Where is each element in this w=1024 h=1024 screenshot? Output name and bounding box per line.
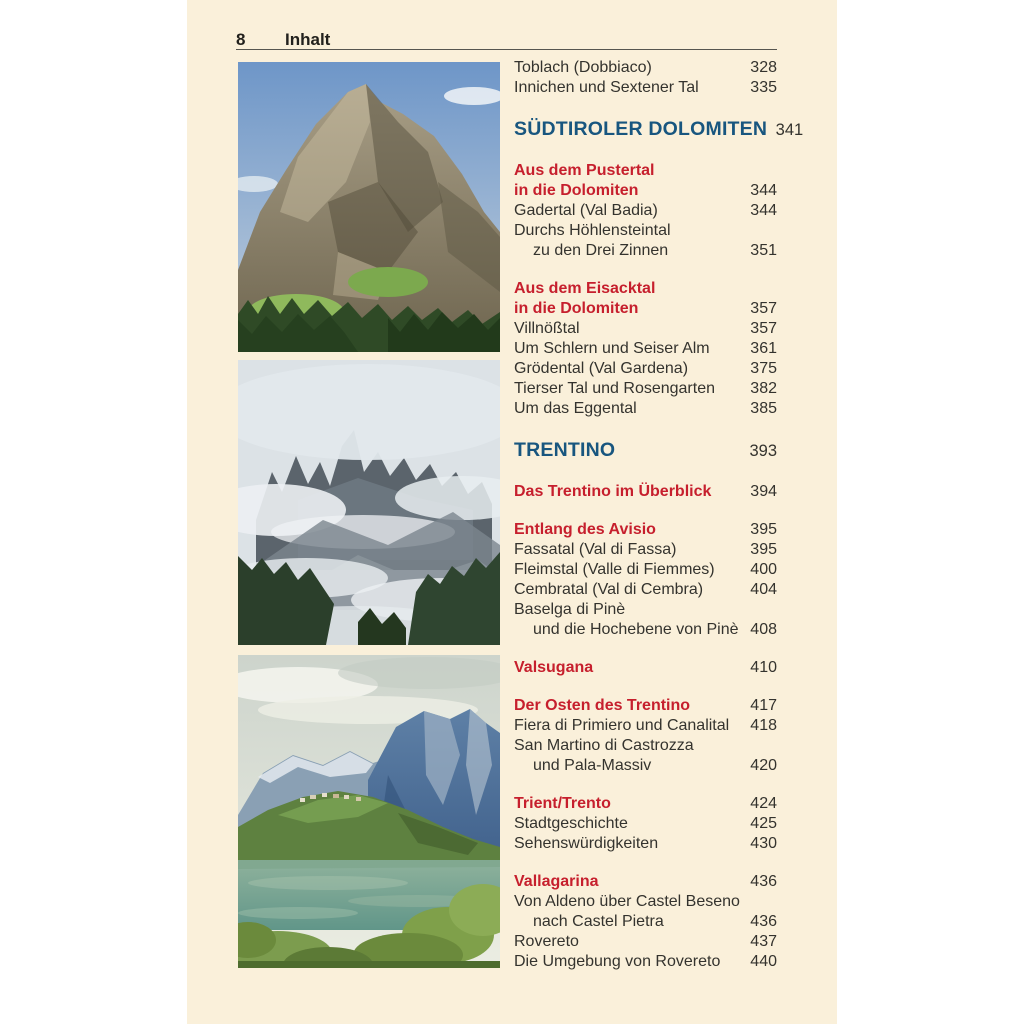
toc-row xyxy=(514,814,777,834)
toc-entry-page-number: 418 xyxy=(750,717,777,734)
toc-entry-page-number: 351 xyxy=(750,242,777,259)
toc-row xyxy=(514,912,777,932)
toc-entry-page-number: 375 xyxy=(750,360,777,377)
toc-entry-label: Villnößtal xyxy=(514,320,580,337)
toc-row xyxy=(514,437,777,464)
toc-row xyxy=(514,696,777,716)
toc-entry-page-number: 335 xyxy=(750,79,777,96)
photo-gap xyxy=(238,645,500,655)
toc-entry-page-number: 382 xyxy=(750,380,777,397)
toc-entry-label: Die Umgebung von Rovereto xyxy=(514,953,721,970)
toc-row xyxy=(514,116,804,143)
toc-entry-page-number: 394 xyxy=(750,483,777,500)
toc-entry-label: Durchs Höhlensteintal xyxy=(514,222,671,239)
toc-entry-page-number: 440 xyxy=(750,953,777,970)
toc-entry-label: Toblach (Dobbiaco) xyxy=(514,59,652,76)
toc-entry-label: Rovereto xyxy=(514,933,579,950)
toc-row xyxy=(514,872,777,892)
toc-entry-page-number: 425 xyxy=(750,815,777,832)
toc-row xyxy=(514,221,777,241)
toc-section-heading: Vallagarina xyxy=(514,873,599,890)
toc-entry-page-number: 417 xyxy=(750,697,777,714)
toc-row xyxy=(514,482,777,502)
toc-entry-page-number: 395 xyxy=(750,541,777,558)
rocky-mountain-peak-photo xyxy=(238,62,500,352)
toc-entry-page-number: 328 xyxy=(750,59,777,76)
toc-section-heading: Valsugana xyxy=(514,659,594,676)
toc-section-heading: in die Dolomiten xyxy=(514,182,639,199)
toc-section-heading: Trient/Trento xyxy=(514,795,611,812)
toc-entry-label: Cembratal (Val di Cembra) xyxy=(514,581,704,598)
toc-entry-label: Gadertal (Val Badia) xyxy=(514,202,658,219)
misty-peaks-illustration xyxy=(238,360,500,645)
toc-section-block xyxy=(514,658,777,678)
toc-entry-label: und die Hochebene von Pinè xyxy=(533,621,739,638)
toc-entry-page-number: 400 xyxy=(750,561,777,578)
toc-row xyxy=(514,319,777,339)
toc-entry-page-number: 437 xyxy=(750,933,777,950)
toc-chapter-block xyxy=(514,437,777,464)
toc-section-block xyxy=(514,161,777,261)
toc-row xyxy=(514,279,777,299)
header-page-number: 8 xyxy=(236,30,246,49)
toc-chapter-heading: TRENTINO xyxy=(514,439,616,461)
toc-row xyxy=(514,181,777,201)
book-page xyxy=(187,0,837,1024)
toc-section-heading: Das Trentino im Überblick xyxy=(514,483,712,500)
toc-row xyxy=(514,620,777,640)
toc-section-heading: Aus dem Eisacktal xyxy=(514,280,656,297)
toc-section-heading: Aus dem Pustertal xyxy=(514,162,655,179)
toc-entry-page-number: 385 xyxy=(750,400,777,417)
toc-entry-label: und Pala-Massiv xyxy=(533,757,652,774)
toc-row xyxy=(514,952,777,972)
photo-column xyxy=(238,62,500,968)
toc-entry-label: Sehenswürdigkeiten xyxy=(514,835,659,852)
toc-row xyxy=(514,658,777,678)
toc-entry-label: nach Castel Pietra xyxy=(533,913,664,930)
photo-gap xyxy=(238,352,500,360)
toc-entry-label: Stadtgeschichte xyxy=(514,815,628,832)
toc-section-block xyxy=(514,794,777,854)
toc-entry-label: Von Aldeno über Castel Beseno xyxy=(514,893,740,910)
toc-row xyxy=(514,201,777,221)
toc-entry-page-number: 436 xyxy=(750,913,777,930)
misty-dolomite-peaks-photo xyxy=(238,360,500,645)
toc-entry-page-number: 344 xyxy=(750,182,777,199)
toc-entry-page-number: 430 xyxy=(750,835,777,852)
toc-row xyxy=(514,78,777,98)
toc-section-heading: Entlang des Avisio xyxy=(514,521,656,538)
toc-section-block xyxy=(514,58,777,98)
toc-row xyxy=(514,736,777,756)
toc-section-block xyxy=(514,872,777,972)
toc-row xyxy=(514,359,777,379)
toc-row xyxy=(514,540,777,560)
toc-entry-label: San Martino di Castrozza xyxy=(514,737,694,754)
toc-entry-label: Grödental (Val Gardena) xyxy=(514,360,689,377)
toc-entry-label: Tierser Tal und Rosengarten xyxy=(514,380,715,397)
toc-entry-page-number: 408 xyxy=(750,621,777,638)
toc-section-block xyxy=(514,279,777,419)
toc-section-heading: in die Dolomiten xyxy=(514,300,639,317)
header-title: Inhalt xyxy=(285,30,331,49)
toc-row xyxy=(514,58,777,78)
toc-row xyxy=(514,932,777,952)
lake-illustration xyxy=(238,655,500,968)
toc-entry-page-number: 357 xyxy=(750,320,777,337)
toc-entry-label: Fiera di Primiero und Canalital xyxy=(514,717,730,734)
toc-row xyxy=(514,756,777,776)
toc-row xyxy=(514,161,777,181)
toc-entry-label: Innichen und Sextener Tal xyxy=(514,79,699,96)
toc-row xyxy=(514,339,777,359)
toc-entry-page-number: 361 xyxy=(750,340,777,357)
toc-row xyxy=(514,399,777,419)
toc-row xyxy=(514,299,777,319)
toc-row xyxy=(514,600,777,620)
toc-section-block xyxy=(514,520,777,640)
toc-row xyxy=(514,241,777,261)
toc-row xyxy=(514,560,777,580)
toc-row xyxy=(514,379,777,399)
mountain-peak-illustration xyxy=(238,62,500,352)
toc-chapter-heading: SÜDTIROLER DOLOMITEN xyxy=(514,118,768,140)
toc-entry-label: Fassatal (Val di Fassa) xyxy=(514,541,677,558)
toc-row xyxy=(514,794,777,814)
toc-entry-label: Um Schlern und Seiser Alm xyxy=(514,340,710,357)
toc-row xyxy=(514,892,777,912)
toc-entry-page-number: 393 xyxy=(749,442,777,460)
toc-section-block xyxy=(514,696,777,776)
toc-entry-page-number: 436 xyxy=(750,873,777,890)
lake-and-green-hill-photo xyxy=(238,655,500,968)
toc-row xyxy=(514,580,777,600)
toc-entry-page-number: 357 xyxy=(750,300,777,317)
toc-row xyxy=(514,716,777,736)
toc-entry-page-number: 395 xyxy=(750,521,777,538)
toc-row xyxy=(514,834,777,854)
toc-entry-label: Baselga di Pinè xyxy=(514,601,626,618)
toc-chapter-block xyxy=(514,116,804,143)
toc-row xyxy=(514,520,777,540)
toc-entry-page-number: 420 xyxy=(750,757,777,774)
toc-entry-page-number: 410 xyxy=(750,659,777,676)
table-of-contents xyxy=(514,58,804,972)
toc-entry-page-number: 341 xyxy=(775,121,804,139)
toc-entry-label: Um das Eggental xyxy=(514,400,637,417)
toc-section-block xyxy=(514,482,777,502)
toc-entry-page-number: 424 xyxy=(750,795,777,812)
toc-entry-label: zu den Drei Zinnen xyxy=(533,242,669,259)
toc-entry-label: Fleimstal (Valle di Fiemmes) xyxy=(514,561,715,578)
header-rule xyxy=(236,49,777,50)
toc-entry-page-number: 344 xyxy=(750,202,777,219)
toc-section-heading: Der Osten des Trentino xyxy=(514,697,691,714)
toc-entry-page-number: 404 xyxy=(750,581,777,598)
